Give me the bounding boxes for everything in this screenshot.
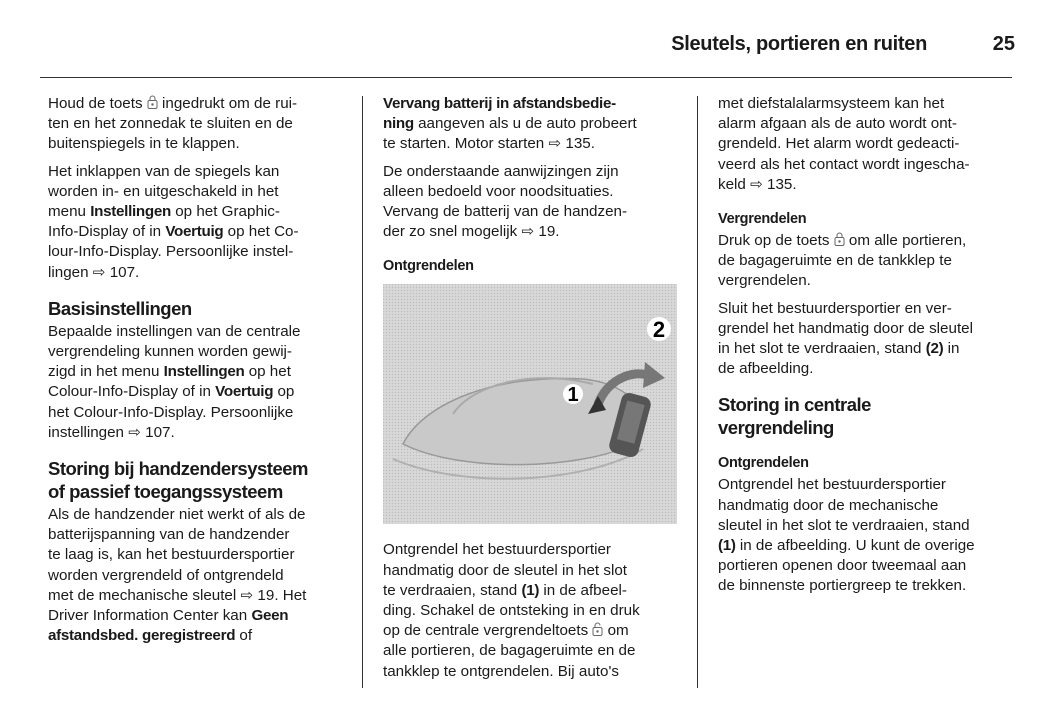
paragraph	[383, 94, 683, 155]
bold-term: (1)	[718, 537, 736, 555]
column-left	[48, 94, 348, 653]
paragraph	[48, 94, 348, 155]
bold-term: Voertuig	[215, 383, 274, 401]
lock-open-icon	[592, 622, 603, 636]
text-run: Als de handzender niet werkt of als de batterijspanning van de handzender te laag is, kan het bestuurdersportier worden vergrendeld of ontgrendeld met de mechanische sleutel ⇨ 19. Het Driver Information Center kan	[48, 506, 307, 625]
text-run: Bepaalde instellingen van de centrale vergrendeling kunnen worden gewij- zigd in het menu	[48, 322, 301, 381]
bold-term: Instellingen	[163, 363, 245, 381]
text-run: Storing in centrale vergrendeling	[718, 394, 871, 439]
column-right	[718, 94, 1018, 604]
figure-label-1: 1	[567, 384, 579, 407]
subsection-heading	[383, 256, 683, 276]
paragraph	[718, 231, 1018, 292]
section-heading	[48, 457, 348, 503]
text-run: op het Co- lour-Info-Display. Persoonlijke instel- lingen ⇨ 107.	[48, 223, 299, 281]
paragraph	[718, 475, 1018, 596]
bold-term: (1)	[521, 581, 540, 599]
door-handle-figure	[383, 284, 677, 524]
text-run: op het Colour-Info-Display of in	[48, 363, 291, 401]
text-run: Ontgrendel het bestuurdersportier handmatig door de mechanische sleutel in het slot te verdraaien, stand	[718, 476, 970, 534]
section-heading	[48, 297, 348, 320]
column-middle	[383, 94, 683, 689]
text-run: ingedrukt om de rui- ten en het zonnedak te sluiten en de buitenspiegels in te klappen.	[48, 95, 298, 153]
subsection-heading	[718, 209, 1018, 229]
text-run: aangeven als u de auto probeert te starten. Motor starten ⇨ 135.	[383, 115, 637, 153]
section-heading	[718, 393, 1018, 439]
paragraph	[48, 322, 348, 443]
paragraph	[718, 94, 1018, 195]
subsection-heading	[718, 453, 1018, 473]
text-run: Basisinstellingen	[48, 297, 192, 319]
header-rule	[40, 77, 1012, 78]
text-run: Ontgrendel het bestuurdersportier handmatig door de sleutel in het slot te verdraaien, stand	[383, 541, 628, 599]
text-run: Ontgrendelen	[383, 258, 474, 275]
section-title: Sleutels, portieren en ruiten	[671, 33, 927, 55]
bold-term: Vervang batterij in afstandsbedie- ning	[383, 95, 616, 133]
paragraph	[48, 505, 348, 646]
text-run: met diefstalalarmsysteem kan het alarm afgaan als de auto wordt ont- grendeld. Het alarm wordt gedeacti- veerd als het contact wordt ingescha- keld ⇨ 135.	[718, 95, 970, 193]
column-divider	[697, 96, 698, 688]
text-run: op het Graphic- Info-Display of in	[48, 203, 280, 241]
bold-term: (2)	[925, 340, 944, 358]
bold-term: Voertuig	[165, 223, 224, 241]
text-run: om alle portieren, de bagageruimte en de tankklep te vergrendelen.	[718, 232, 967, 290]
text-run: Het inklappen van de spiegels kan worden in- en uitgeschakeld in het menu	[48, 162, 280, 221]
text-run: De onderstaande aanwijzingen zijn alleen bedoeld voor noodsituaties. Vervang de batterij van de handzen- der zo snel mogelijk ⇨ 19.	[383, 162, 628, 241]
page-number: 25	[992, 33, 1015, 55]
text-run: Vergrendelen	[718, 211, 807, 228]
lock-closed-icon	[147, 95, 158, 109]
text-run: Ontgrendelen	[718, 455, 809, 472]
text-run: Houd de toets	[48, 95, 147, 112]
text-run: of	[235, 627, 253, 645]
text-run: in de afbeel- ding. Schakel de ontsteking in en druk op de centrale vergrendeltoets	[383, 581, 640, 640]
text-run: in de afbeelding.	[718, 340, 960, 378]
text-run: in de afbeelding. U kunt de overige portieren openen door tweemaal aan de binnenste portiergreep te trekken.	[718, 537, 975, 595]
paragraph	[383, 540, 683, 681]
text-run: Sluit het bestuurdersportier en ver- grendel het handmatig door de sleutel in het slot te verdraaien, stand	[718, 299, 973, 358]
bold-term: Geen afstandsbed. geregistreerd	[48, 607, 289, 645]
figure-label-2: 2	[652, 317, 666, 343]
paragraph	[383, 162, 683, 243]
column-divider	[362, 96, 363, 688]
paragraph	[718, 299, 1018, 380]
text-run: om alle portieren, de bagageruimte en de tankklep te ontgrendelen. Bij auto's	[383, 622, 636, 680]
paragraph	[48, 162, 348, 283]
text-run: Druk op de toets	[718, 232, 834, 250]
text-run: Storing bij handzendersysteem of passief toegangssysteem	[48, 458, 308, 503]
bold-term: Instellingen	[90, 203, 172, 221]
lock-closed-icon	[834, 232, 845, 246]
text-run: op het Colour-Info-Display. Persoonlijke instellingen ⇨ 107.	[48, 383, 295, 441]
